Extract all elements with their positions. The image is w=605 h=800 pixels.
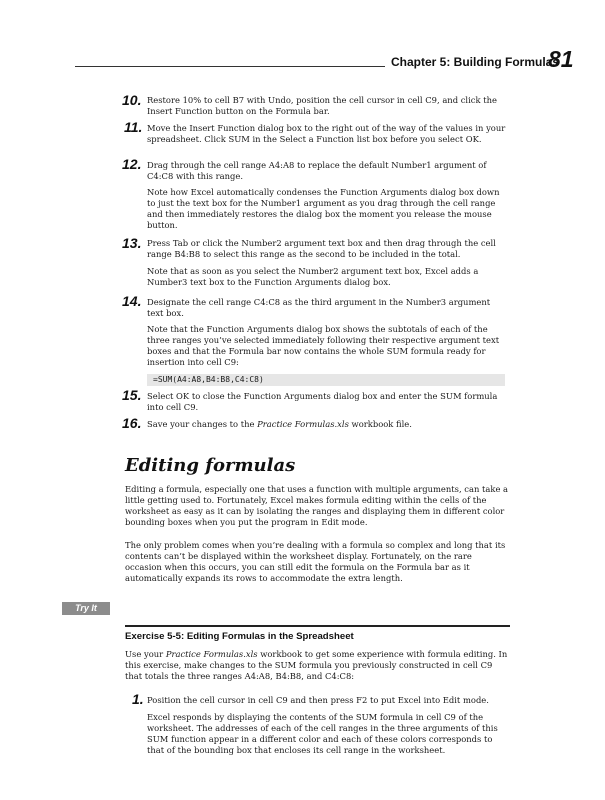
exercise-step-1-note: Excel responds by displaying the contents of the SUM formula in cell C9 of the worksheet. The addresses of each of the cell ranges in the three arguments of this SUM function appear in a different color and each of these colors corresponds to that of the bounding box that encloses its cell range in the worksheet. (147, 712, 498, 755)
section-paragraph-2: The only problem comes when you’re dealing with a formula so complex and long that its contents can’t be displayed within the worksheet display. Fortunately, on the rare occasion when this occurs, you can still edit the formula on the Formula bar as it automatically expands its rows to accommodate the extra length. (125, 540, 506, 583)
step-number-16: 16. (122, 415, 142, 431)
exercise-intro-before: Use your (125, 649, 166, 659)
step-number-14: 14. (122, 293, 142, 309)
exercise-title: Exercise 5-5: Editing Formulas in the Spreadsheet (125, 631, 354, 642)
step-14-note: Note that the Function Arguments dialog box shows the subtotals of each of the three ranges you’ve selected immediately following their respective argument text boxes and that the Formula bar now contains the whole SUM formula ready for insertion into cell C9: (147, 324, 500, 367)
step-16-text-before: Save your changes to the (147, 419, 258, 429)
step-16-text (147, 419, 509, 430)
step-number-10: 10. (122, 92, 142, 108)
exercise-intro (125, 649, 509, 682)
page-number: 81 (548, 46, 574, 72)
exercise-intro-filename: Practice Formulas.xls (165, 649, 258, 659)
section-paragraph-1: Editing a formula, especially one that uses a function with multiple arguments, can take a little getting used to. Fortunately, Excel makes formula editing within the cells of the worksheet as easy as it can by isolating the ranges and displaying them in different color bounding boxes when you put the program in Edit mode. (125, 484, 509, 527)
chapter-title: Chapter 5: Building Formulas (391, 55, 560, 69)
try-it-badge: Try It (62, 602, 110, 615)
step-15-text: Select OK to close the Function Arguments dialog box and enter the SUM formula into cell C9. (147, 391, 498, 412)
exercise-rule (125, 625, 510, 627)
step-14-text: Designate the cell range C4:C8 as the third argument in the Number3 argument text box. (147, 297, 491, 318)
step-12-text: Drag through the cell range A4:A8 to replace the default Number1 argument of C4:C8 with this range. (147, 160, 487, 181)
step-16-filename: Practice Formulas.xls (257, 419, 349, 429)
step-10-text: Restore 10% to cell B7 with Undo, position the cell cursor in cell C9, and click the Insert Function button on the Formula bar. (147, 95, 497, 116)
exercise-step-number-1: 1. (132, 691, 144, 707)
step-number-15: 15. (122, 387, 142, 403)
exercise-step-1-text: Position the cell cursor in cell C9 and then press F2 to put Excel into Edit mode. (147, 695, 489, 705)
step-12-note: Note how Excel automatically condenses the Function Arguments dialog box down to just the text box for the Number1 argument as you drag through the cell range and then immediately restores the dialog box the moment you release the mouse button. (147, 187, 500, 230)
step-number-13: 13. (122, 235, 142, 251)
exercise-intro-after: workbook to get some experience with formula editing. In this exercise, make changes to the SUM formula you previously constructed in cell C9 that totals the three ranges A4:A8, B4:B8, and C4:C8: (125, 649, 508, 681)
step-13-note: Note that as soon as you select the Number2 argument text box, Excel adds a Number3 text box to the Function Arguments dialog box. (147, 266, 479, 287)
step-number-11: 11. (124, 119, 143, 135)
header-rule (75, 66, 385, 67)
step-13-text: Press Tab or click the Number2 argument text box and then drag through the cell range B4:B8 to select this range as the second to be included in the total. (147, 238, 496, 259)
step-11-text: Move the Insert Function dialog box to the right out of the way of the values in your spreadsheet. Click SUM in the Select a Function list box before you select OK. (147, 123, 506, 144)
step-16-text-after: workbook file. (348, 419, 412, 429)
section-title: Editing formulas (125, 455, 296, 476)
step-number-12: 12. (122, 156, 142, 172)
sum-formula-code: =SUM(A4:A8,B4:B8,C4:C8) (153, 375, 264, 384)
